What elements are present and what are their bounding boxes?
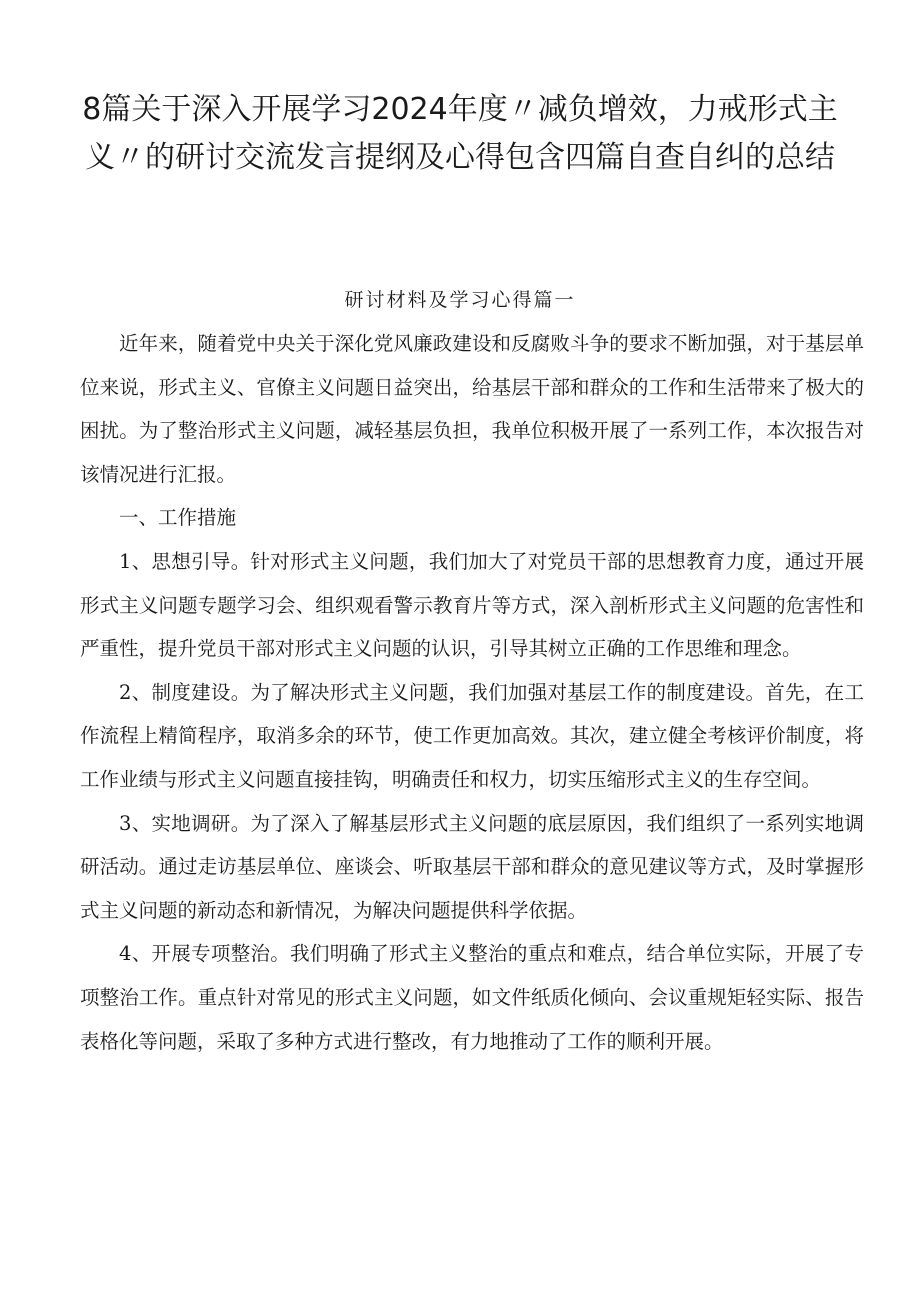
heading-work-measures: 一、工作措施	[119, 506, 237, 530]
paragraph-special-rectification: 4、开展专项整治。我们明确了形式主义整治的重点和难点，结合单位实际，开展了专项整治工作。重点针对常见的形式主义问题，如文件纸质化倾向、会议重规矩轻实际、报告表格化等问题，采取了多种方式进行整改，有力地推动了工作的顺利开展。	[80, 942, 864, 1053]
paragraph-system-building: 2、制度建设。为了解决形式主义问题，我们加强对基层工作的制度建设。首先，在工作流程上精简程序，取消多余的环节，使工作更加高效。其次，建立健全考核评价制度，将工作业绩与形式主义问题直接挂钩，明确责任和权力，切实压缩形式主义的生存空间。	[80, 680, 864, 791]
document-body	[80, 322, 864, 1063]
paragraph-ideological-guidance: 1、思想引导。针对形式主义问题，我们加大了对党员干部的思想教育力度，通过开展形式主义问题专题学习会、组织观看警示教育片等方式，深入剖析形式主义问题的危害性和严重性，提升党员干部对形式主义问题的认识，引导其树立正确的工作思维和理念。	[80, 549, 864, 661]
section-heading: 研讨材料及学习心得篇一	[344, 289, 576, 311]
paragraph-intro: 近年来，随着党中央关于深化党风廉政建设和反腐败斗争的要求不断加强，对于基层单位来说，形式主义、官僚主义问题日益突出，给基层干部和群众的工作和生活带来了极大的困扰。为了整治形式主义问题，减轻基层负担，我单位积极开展了一系列工作，本次报告对该情况进行汇报。	[80, 332, 864, 486]
paragraph-field-research: 3、实地调研。为了深入了解基层形式主义问题的底层原因，我们组织了一系列实地调研活动。通过走访基层单位、座谈会、听取基层干部和群众的意见建议等方式，及时掌握形式主义问题的新动态和新情况，为解决问题提供科学依据。	[80, 811, 864, 922]
document-title: 8篇关于深入开展学习2024年度〃减负增效，力戒形式主义〃的研讨交流发言提纲及心得包含四篇自查自纠的总结	[82, 92, 838, 175]
